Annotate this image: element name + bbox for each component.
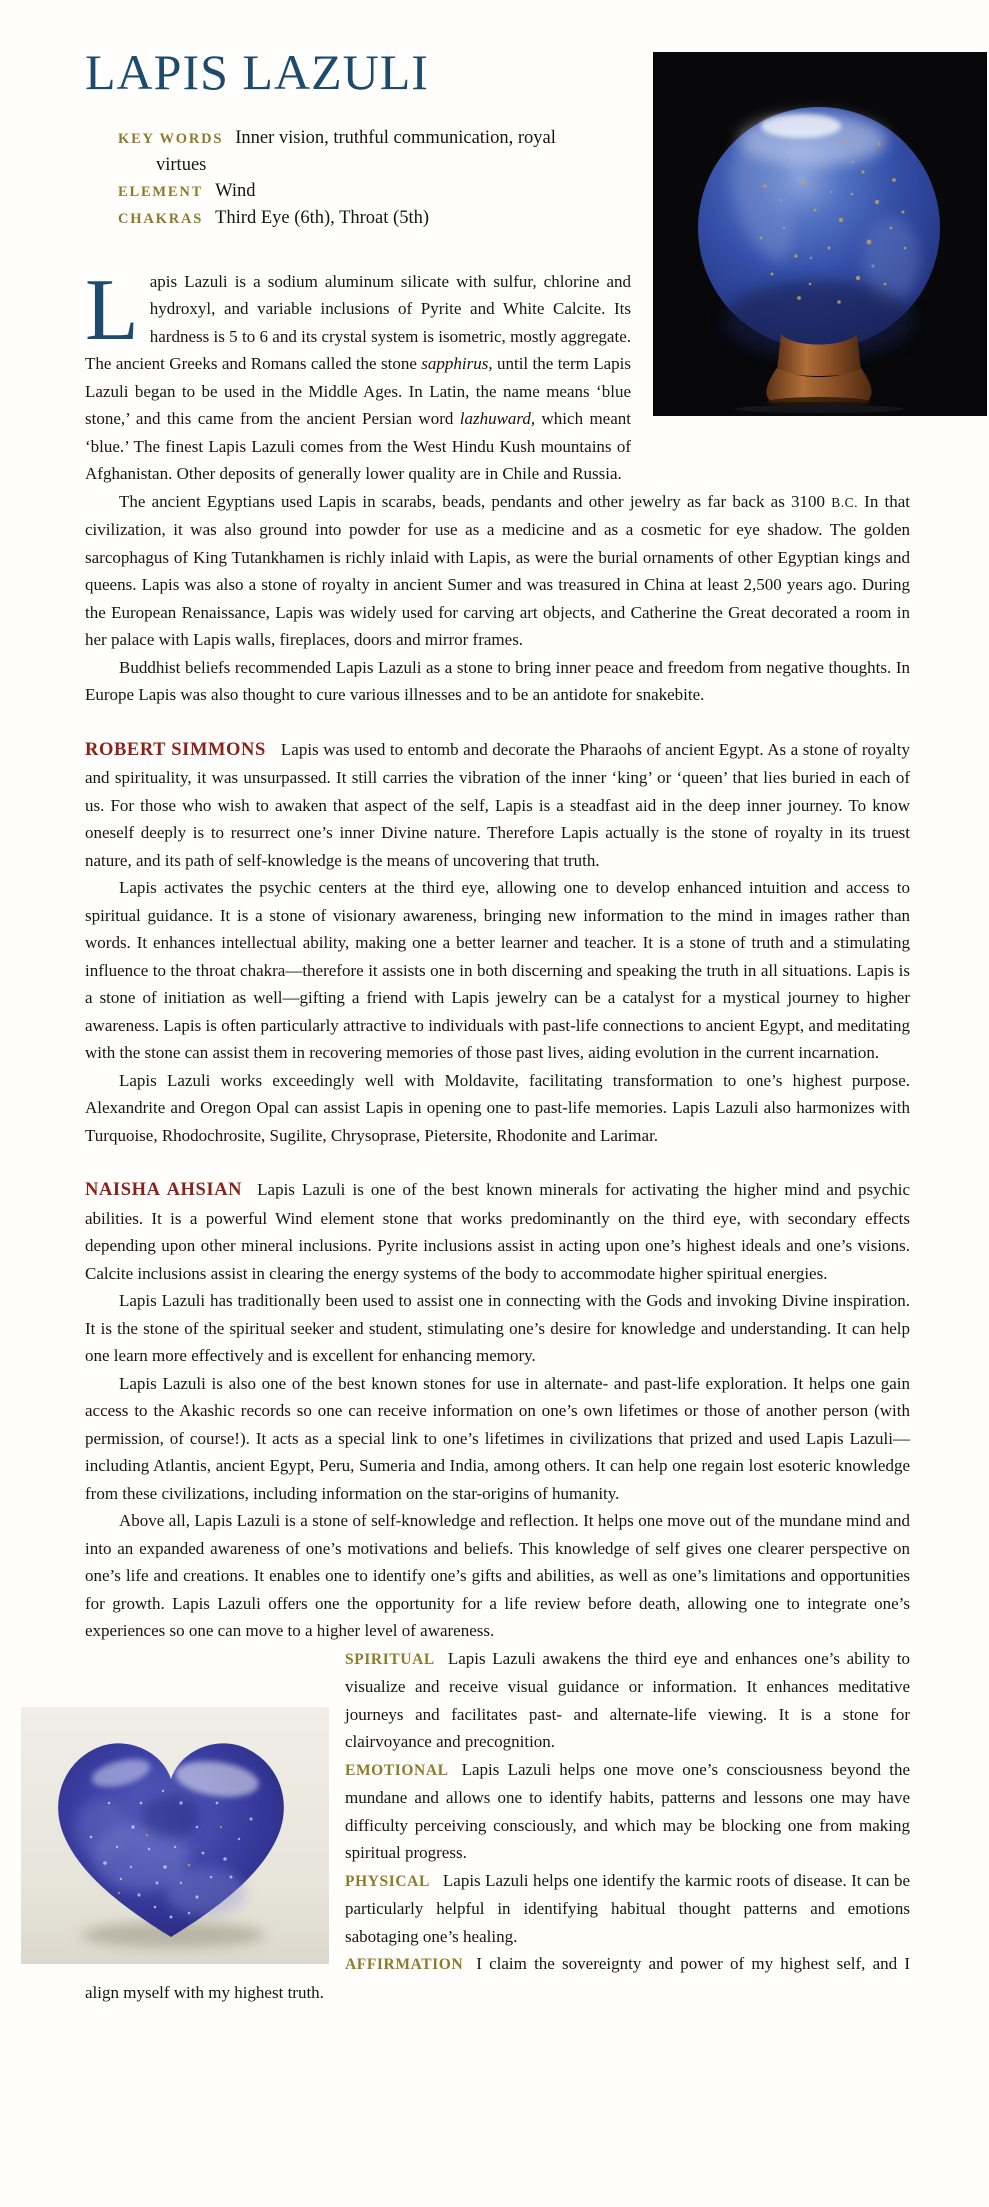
- naisha-ahsian-paragraph-3: Lapis Lazuli is also one of the best known stones for use in alternate- and past-life exploration. It helps one gain access to the Akashic records so one can receive information on one’s own lifetimes or those of another person (with permission, of course!). It acts as a special link to one’s lifetimes in civilizations that prized and used Lapis Lazuli—including Atlantis, ancient Egypt, Peru, Sumeria and India, among others. It can help one regain lost esoteric knowledge from these civilizations, including information on the star-origins of humanity.: [85, 1373, 910, 1503]
- lapis-heart-photo: [21, 1707, 329, 1964]
- spiritual-label: SPIRITUAL: [345, 1650, 435, 1668]
- intro-p1-italic-lazhuward: lazhuward,: [459, 409, 536, 428]
- key-words-value: Inner vision, truthful communication, royal virtues: [156, 127, 556, 175]
- intro-p2-text-a: The ancient Egyptians used Lapis in scarabs, beads, pendants and other jewelry as far back as 3100: [119, 491, 832, 511]
- emotional-text: Lapis Lazuli helps one move one’s consciousness beyond the mundane and allows one to identify habits, patterns and lessons one may have difficulty perceiving consciously, and which may be blocking one from making spiritual progress.: [345, 1759, 910, 1862]
- physical-text: Lapis Lazuli helps one identify the karmic roots of disease. It can be particularly helpful in identifying habitual thought patterns and emotions sabotaging one’s healing.: [345, 1870, 910, 1946]
- robert-simmons-paragraph-1: [85, 736, 910, 875]
- spiritual-paragraph: [85, 1645, 910, 1756]
- affirmation-text: I claim the sovereignty and power of my highest self, and I align myself with my highest truth.: [85, 1954, 910, 2002]
- section-heading-naisha-ahsian: NAISHA AHSIAN: [85, 1180, 243, 1200]
- physical-label: PHYSICAL: [345, 1872, 430, 1890]
- robert-simmons-paragraph-2: Lapis activates the psychic centers at the third eye, allowing one to develop enhanced intuition and access to spiritual guidance. It is a stone of visionary awareness, bringing new information to the mind in images rather than words. It enhances intellectual ability, making one a better learner and teacher. It is a stone of truth and a stimulating influence to the throat chakra—therefore it assists one in both discerning and speaking the truth in all situations. Lapis is a stone of initiation as well—gifting a friend with Lapis jewelry can be a catalyst for a mystical journey to higher awareness. Lapis is often particularly attractive to individuals with past-life connections to ancient Egypt, and meditating with the stone can assist them in recovering memories of those past lives, aiding evolution in the current incarnation.: [85, 878, 910, 1062]
- lapis-heart-illustration: [21, 1707, 329, 1964]
- emotional-label: EMOTIONAL: [345, 1761, 449, 1779]
- intro-p2-text-b: In that civilization, it was also ground into powder for use as a medicine and as a cosmetic for eye shadow. The golden sarcophagus of King Tutankhamen is richly inlaid with Lapis, as were the burial ornaments of other Egyptian kings and queens. Lapis was also a stone of royalty in ancient Sumer and was treasured in China at least 2,500 years ago. During the European Renaissance, Lapis was widely used for carving art objects, and Catherine the Great decorated a room in her palace with Lapis walls, fireplaces, doors and mirror frames.: [85, 491, 910, 649]
- page-title: LAPIS LAZULI: [85, 44, 429, 100]
- element-label: ELEMENT: [118, 183, 204, 200]
- drop-cap: L: [85, 261, 139, 359]
- key-words-label: KEY WORDS: [118, 130, 224, 147]
- chakras-value: Third Eye (6th), Throat (5th): [215, 207, 429, 228]
- lapis-sphere-illustration: [653, 52, 987, 416]
- intro-p1-text-b: until the term Lapis Lazuli began to be used in the Middle Ages. In Latin, the name means ‘blue stone,’ and this came from the ancient Persian word: [85, 354, 631, 428]
- affirmation-label: AFFIRMATION: [345, 1956, 464, 1973]
- intro-p1-text-c: which meant ‘blue.’ The finest Lapis Lazuli comes from the West Hindu Kush mountains of Afghanistan. Other deposits of generally lower quality are in Chile and Russia.: [85, 409, 631, 483]
- intro-p1-italic-sapphirus: sapphirus,: [421, 354, 493, 373]
- robert-simmons-p1-text: Lapis was used to entomb and decorate the Pharaohs of ancient Egypt. As a stone of royalty and spirituality, it was unsurpassed. It still carries the vibration of the inner ‘king’ or ‘queen’ that lies buried in each of us. For those who wish to awaken that aspect of the self, Lapis is a steadfast aid in the deep inner journey. To know oneself deeply is to resurrect one’s inner Divine nature. Therefore Lapis actually is the stone of royalty in its truest nature, and its path of self-knowledge is the means of uncovering that truth.: [85, 739, 910, 870]
- article-body: [85, 261, 910, 2007]
- chakras-label: CHAKRAS: [118, 210, 204, 227]
- spiritual-text: Lapis Lazuli awakens the third eye and enhances one’s ability to visualize and receive visual guidance or information. It enhances meditative journeys and facilitates past- and alternate-life viewing. It is a stone for clairvoyance and precognition.: [345, 1648, 910, 1751]
- naisha-ahsian-paragraph-4: Above all, Lapis Lazuli is a stone of self-knowledge and reflection. It helps one move out of the mundane mind and into an expanded awareness of one’s motivations and beliefs. This knowledge of self gives one clearer perspective on one’s life and creations. It enables one to identify one’s gifts and abilities, as well as one’s limitations and opportunities for growth. Lapis Lazuli offers one the opportunity for a life review before death, allowing one to integrate one’s experiences so one can move to a higher level of awareness.: [85, 1511, 910, 1640]
- intro-p2-smallcaps-bc: B.C.: [831, 494, 858, 510]
- naisha-ahsian-paragraph-2: Lapis Lazuli has traditionally been used to assist one in connecting with the Gods and invoking Divine inspiration. It is the stone of the spiritual seeker and student, stimulating one’s desire for knowledge and understanding. It can help one learn more effectively and is excellent for enhancing memory.: [85, 1291, 910, 1365]
- section-heading-robert-simmons: ROBERT SIMMONS: [85, 739, 266, 760]
- key-words-row: [118, 125, 576, 178]
- intro-p1-text-a: apis Lazuli is a sodium aluminum silicate with sulfur, chlorine and hydroxyl, and variable inclusions of Pyrite and White Calcite. Its hardness is 5 to 6 and its crystal system is isometric, mostly aggregate. The ancient Greeks and Romans called the stone: [85, 271, 631, 373]
- intro-paragraph-2: [85, 488, 910, 654]
- intro-paragraph-3: Buddhist beliefs recommended Lapis Lazuli as a stone to bring inner peace and freedom from negative thoughts. In Europe Lapis was also thought to cure various illnesses and to be an antidote for snakebite.: [85, 657, 910, 704]
- lapis-sphere-photo: [653, 52, 987, 416]
- naisha-ahsian-p1-text: Lapis Lazuli is one of the best known minerals for activating the higher mind and psychic abilities. It is a powerful Wind element stone that works predominantly on the third eye, with secondary effects depending upon other mineral inclusions. Pyrite inclusions assist in acting upon one’s highest ideals and one’s visions. Calcite inclusions assist in clearing the energy systems of the body to accommodate higher spiritual energies.: [85, 1180, 910, 1283]
- element-value: Wind: [215, 180, 256, 201]
- robert-simmons-paragraph-3: Lapis Lazuli works exceedingly well with Moldavite, facilitating transformation to one’s highest purpose. Alexandrite and Oregon Opal can assist Lapis in opening one to past-life memories. Lapis Lazuli also harmonizes with Turquoise, Rhodochrosite, Sugilite, Chrysoprase, Pietersite, Rhodonite and Larimar.: [85, 1070, 910, 1145]
- naisha-ahsian-paragraph-1: [85, 1176, 910, 1287]
